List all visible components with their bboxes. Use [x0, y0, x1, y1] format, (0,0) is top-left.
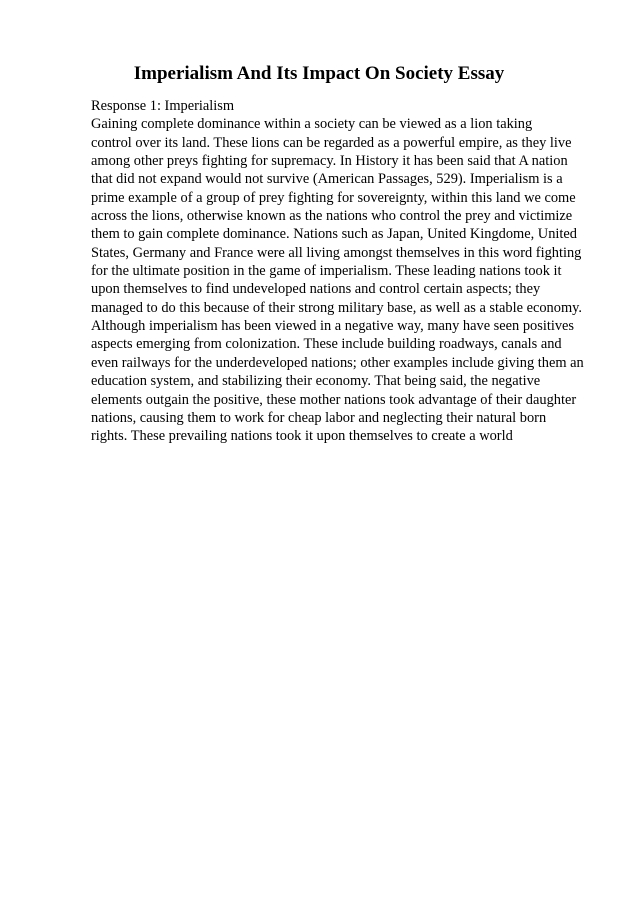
essay-line: for the ultimate position in the game of imperialism. These leading nations took it	[91, 263, 562, 280]
essay-line: aspects emerging from colonization. These include building roadways, canals and	[91, 336, 562, 353]
essay-line: States, Germany and France were all living amongst themselves in this word fighting	[91, 244, 582, 261]
essay-line: them to gain complete dominance. Nations such as Japan, United Kingdome, United	[91, 226, 577, 243]
essay-line: even railways for the underdeveloped nations; other examples include giving them an	[91, 354, 584, 371]
essay-line: nations, causing them to work for cheap labor and neglecting their natural born	[91, 409, 547, 426]
essay-line: prime example of a group of prey fighting for sovereignty, within this land we come	[91, 189, 576, 206]
essay-line: across the lions, otherwise known as the nations who control the prey and victimize	[91, 208, 573, 225]
essay-line: education system, and stabilizing their economy. That being said, the negative	[91, 373, 541, 390]
essay-line: rights. These prevailing nations took it upon themselves to create a world	[91, 428, 513, 445]
essay-line: Gaining complete dominance within a society can be viewed as a lion taking	[91, 116, 533, 133]
essay-line: control over its land. These lions can be regarded as a powerful empire, as they live	[91, 134, 572, 151]
essay-line: managed to do this because of their strong military base, as well as a stable economy.	[91, 299, 583, 316]
essay-line: elements outgain the positive, these mother nations took advantage of their daughter	[91, 391, 577, 408]
essay-line: Response 1: Imperialism	[91, 98, 235, 114]
essay-line: among other preys fighting for supremacy. In History it has been said that A nation	[91, 153, 568, 170]
essay-body	[91, 97, 591, 446]
essay-line: upon themselves to find undeveloped nations and control certain aspects; they	[91, 281, 541, 298]
essay-line: that did not expand would not survive (American Passages, 529). Imperialism is a	[91, 171, 563, 188]
document-title: Imperialism And Its Impact On Society Essay	[133, 63, 505, 84]
essay-line: Although imperialism has been viewed in a negative way, many have seen positives	[91, 318, 575, 335]
